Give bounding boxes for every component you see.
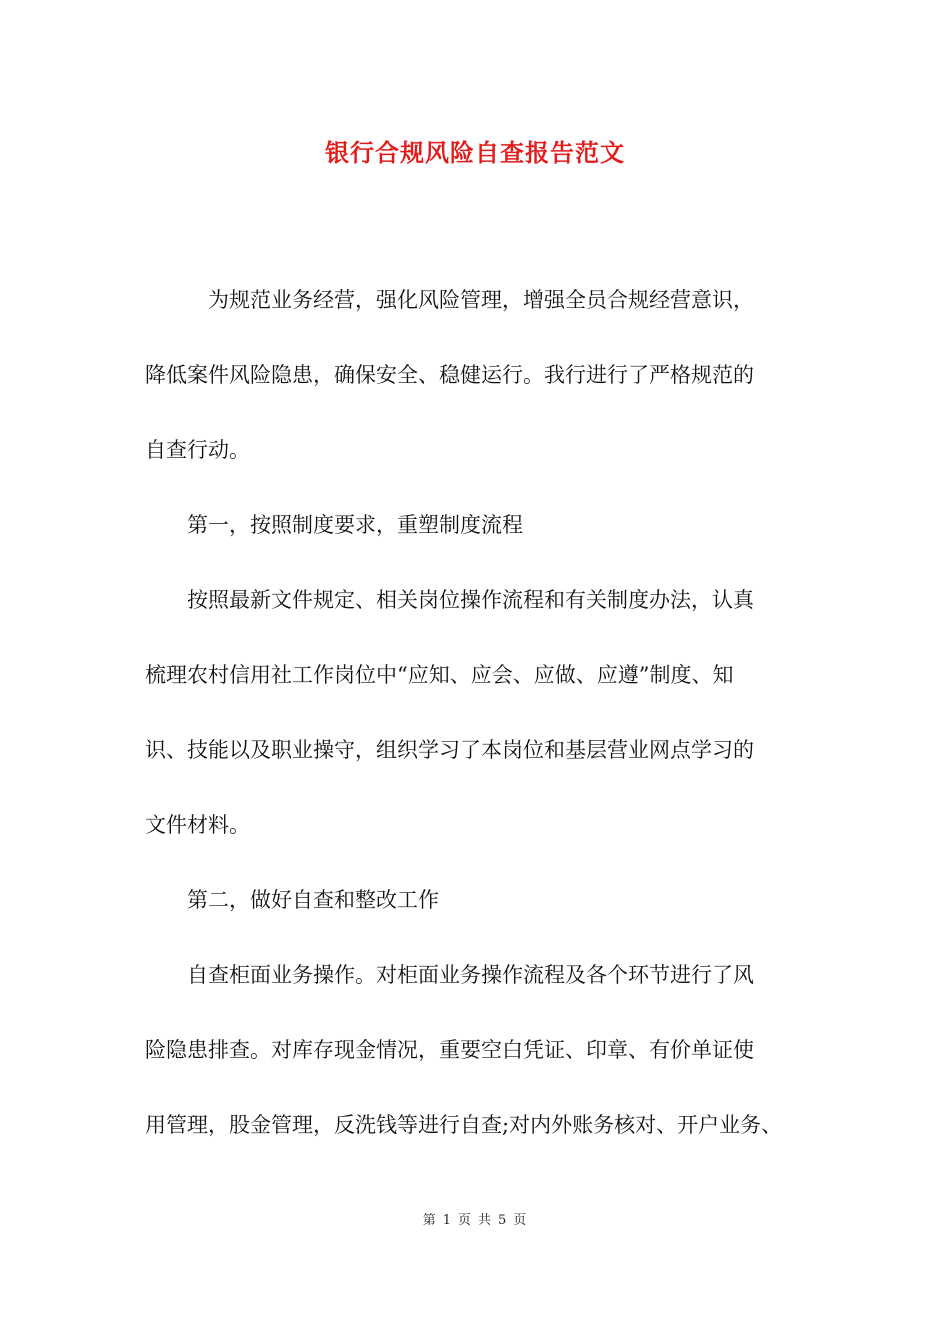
document-body bbox=[145, 263, 825, 1163]
text-line: 降低案件风险隐患，确保安全、稳健运行。我行进行了严格规范的 bbox=[145, 363, 754, 387]
footer-page-word: 页 bbox=[457, 1213, 472, 1228]
section-heading-1: 第一，按照制度要求，重塑制度流程 bbox=[145, 513, 523, 537]
text-line: 梳理农村信用社工作岗位中“应知、应会、应做、应遵”制度、知 bbox=[145, 663, 734, 687]
text-line: 文件材料。 bbox=[145, 813, 250, 837]
page-footer bbox=[0, 1209, 950, 1228]
footer-suffix: 页 bbox=[513, 1213, 528, 1228]
text-line: 为规范业务经营，强化风险管理，增强全员合规经营意识， bbox=[145, 288, 754, 312]
body-paragraphs bbox=[145, 263, 825, 1163]
footer-total-prefix: 共 bbox=[478, 1213, 493, 1228]
text-line: 自查行动。 bbox=[145, 438, 250, 462]
text-line: 自查柜面业务操作。对柜面业务操作流程及各个环节进行了风 bbox=[145, 963, 754, 987]
text-line: 险隐患排查。对库存现金情况，重要空白凭证、印章、有价单证使 bbox=[145, 1038, 754, 1062]
footer-prefix: 第 bbox=[422, 1213, 437, 1228]
footer-current-page: 1 bbox=[442, 1213, 452, 1228]
footer-total-pages: 5 bbox=[498, 1213, 508, 1228]
text-line: 按照最新文件规定、相关岗位操作流程和有关制度办法，认真 bbox=[145, 588, 754, 612]
section-heading-2: 第二，做好自查和整改工作 bbox=[145, 888, 439, 912]
text-line: 用管理，股金管理，反洗钱等进行自查;对内外账务核对、开户业务、 bbox=[145, 1113, 783, 1137]
document-title: 银行合规风险自查报告范文 bbox=[325, 139, 625, 167]
text-line: 识、技能以及职业操守，组织学习了本岗位和基层营业网点学习的 bbox=[145, 738, 754, 762]
